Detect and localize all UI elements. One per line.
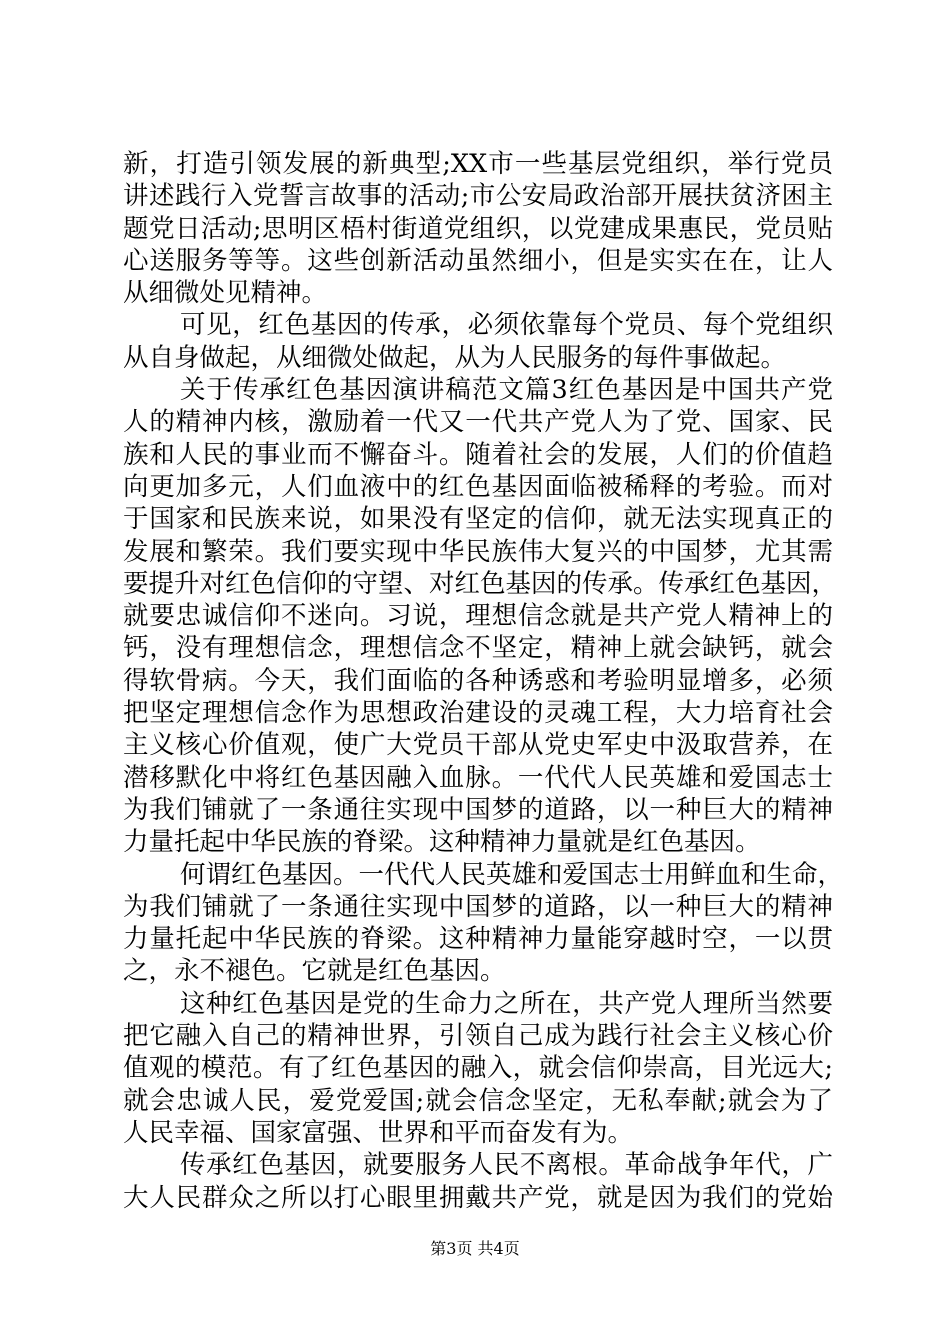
text-line: 得软骨病。今天，我们面临的各种诱惑和考验明显增多，必须 — [123, 665, 833, 696]
text-line: 这种红色基因是党的生命力之所在，共产党人理所当然要 — [180, 988, 833, 1019]
paragraph — [123, 374, 838, 858]
text-line: 之，永不褪色。它就是红色基因。 — [123, 956, 506, 987]
text-line: 值观的模范。有了红色基因的融入，就会信仰崇高，目光远大; — [123, 1053, 833, 1084]
text-line: 人的精神内核，激励着一代又一代共产党人为了党、国家、民 — [123, 407, 833, 438]
text-line: 把它融入自己的精神世界，引领自己成为践行社会主义核心价 — [123, 1021, 833, 1052]
text-line: 可见，红色基因的传承，必须依靠每个党员、每个党组织 — [180, 310, 833, 341]
text-line: 族和人民的事业而不懈奋斗。随着社会的发展，人们的价值趋 — [123, 439, 833, 470]
text-line: 要提升对红色信仰的守望、对红色基因的传承。传承红色基因， — [123, 568, 838, 599]
text-line: 力量托起中华民族的脊梁。这种精神力量就是红色基因。 — [123, 827, 761, 858]
page-number: 第3页 共4页 — [430, 1239, 520, 1258]
text-line: 向更加多元，人们血液中的红色基因面临被稀释的考验。而对 — [123, 471, 833, 502]
paragraph — [123, 1149, 833, 1214]
text-line: 为我们铺就了一条通往实现中国梦的道路，以一种巨大的精神 — [123, 794, 833, 825]
paragraph — [123, 148, 833, 309]
text-line: 为我们铺就了一条通往实现中国梦的道路，以一种巨大的精神 — [123, 891, 833, 922]
text-line: 题党日活动;思明区梧村街道党组织，以党建成果惠民，党员贴 — [123, 213, 833, 244]
text-line: 何谓红色基因。一代代人民英雄和爱国志士用鲜血和生命， — [180, 859, 844, 890]
text-line: 关于传承红色基因演讲稿范文篇3红色基因是中国共产党 — [180, 375, 833, 406]
text-line: 于国家和民族来说，如果没有坚定的信仰，就无法实现真正的 — [123, 504, 833, 535]
text-line: 钙，没有理想信念，理想信念不坚定，精神上就会缺钙，就会 — [123, 633, 833, 664]
text-line: 心送服务等等。这些创新活动虽然细小，但是实实在在，让人 — [123, 245, 833, 276]
text-line: 把坚定理想信念作为思想政治建设的灵魂工程，大力培育社会 — [123, 698, 833, 729]
text-line: 从细微处见精神。 — [123, 278, 328, 309]
text-line: 传承红色基因，就要服务人民不离根。革命战争年代，广 — [180, 1150, 833, 1181]
paragraph — [123, 309, 833, 374]
text-line: 潜移默化中将红色基因融入血脉。一代代人民英雄和爱国志士 — [123, 762, 833, 793]
text-line: 新，打造引领发展的新典型;XX市一些基层党组织，举行党员 — [123, 149, 833, 179]
paragraph — [123, 988, 833, 1149]
text-line: 就会忠诚人民，爱党爱国;就会信念坚定，无私奉献;就会为了 — [123, 1085, 833, 1116]
document-body — [123, 148, 844, 1214]
text-line: 讲述践行入党誓言故事的活动;市公安局政治部开展扶贫济困主 — [123, 181, 833, 212]
text-line: 力量托起中华民族的脊梁。这种精神力量能穿越时空，一以贯 — [123, 924, 833, 955]
page-footer — [0, 1239, 950, 1259]
text-line: 就要忠诚信仰不迷向。习说，理想信念就是共产党人精神上的 — [123, 601, 833, 632]
text-line: 大人民群众之所以打心眼里拥戴共产党，就是因为我们的党始 — [123, 1182, 833, 1213]
text-line: 从自身做起，从细微处做起，从为人民服务的每件事做起。 — [123, 342, 787, 373]
text-line: 人民幸福、国家富强、世界和平而奋发有为。 — [123, 1117, 634, 1148]
text-line: 发展和繁荣。我们要实现中华民族伟大复兴的中国梦，尤其需 — [123, 536, 833, 567]
paragraph — [123, 859, 844, 988]
text-line: 主义核心价值观，使广大党员干部从党史军史中汲取营养，在 — [123, 730, 833, 761]
